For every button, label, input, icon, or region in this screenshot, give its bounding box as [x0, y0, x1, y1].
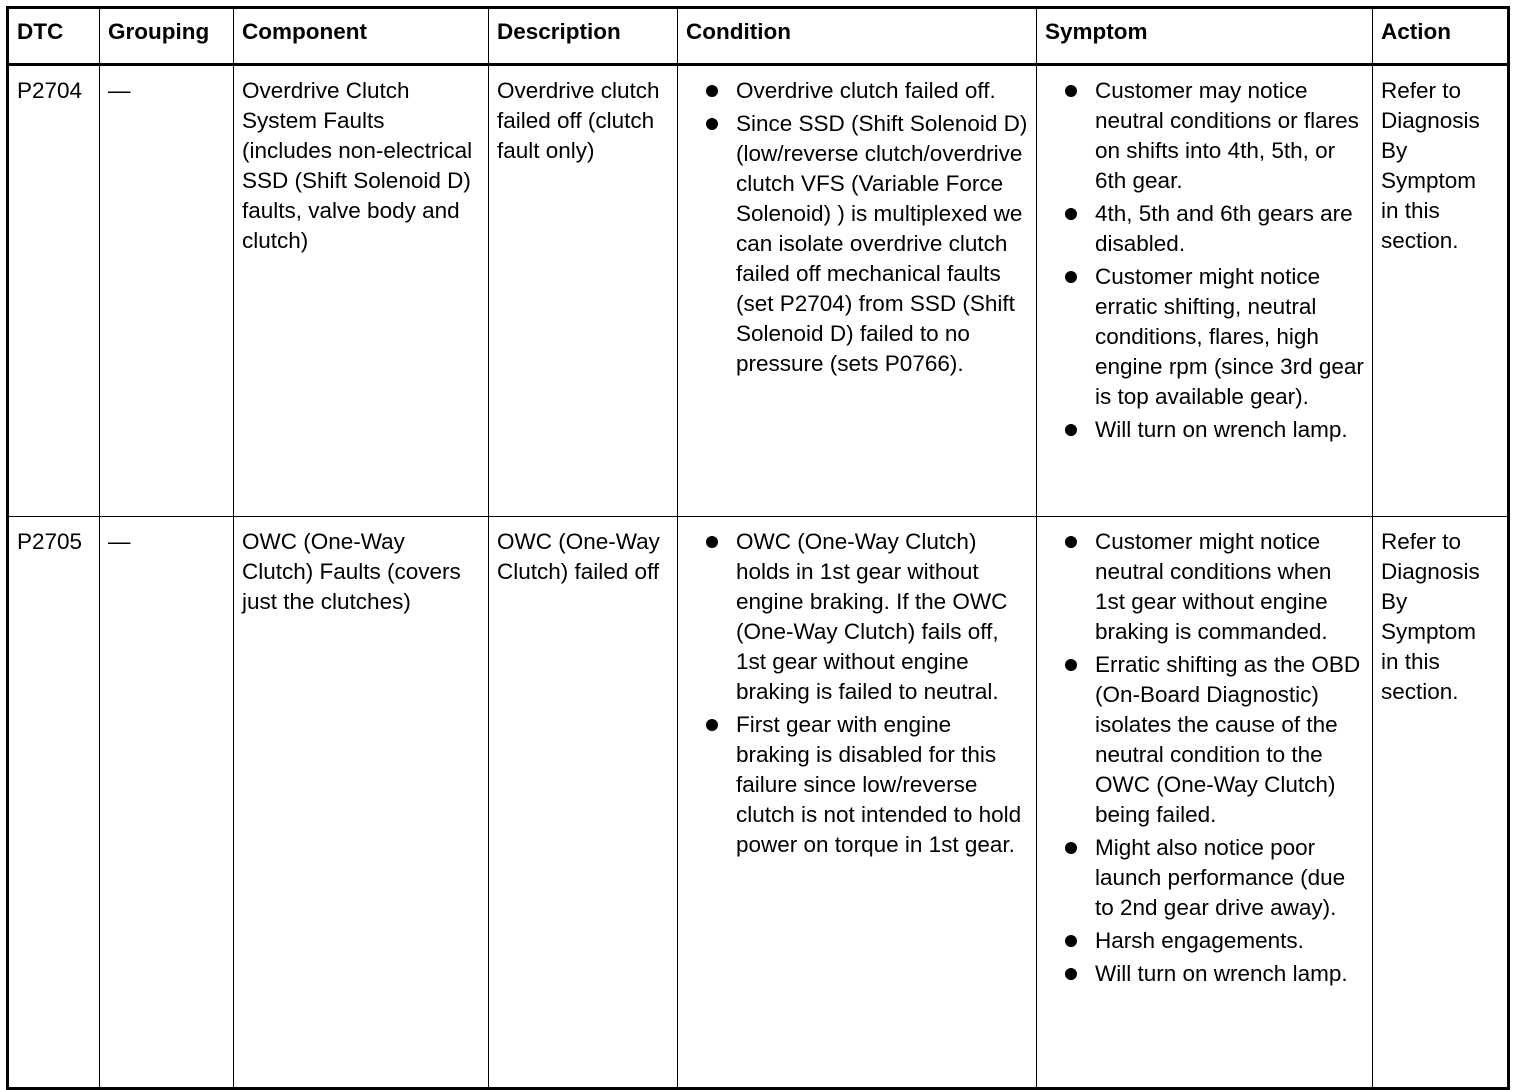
dtc-code: P2705 — [8, 517, 100, 1089]
component-cell: OWC (One-Way Clutch) Faults (covers just the clutches) — [234, 517, 489, 1089]
list-item — [686, 710, 1028, 860]
header-symptom: Symptom — [1037, 8, 1373, 65]
list-item — [686, 76, 1028, 106]
condition-list — [686, 527, 1028, 860]
action-cell: Refer to Diagnosis By Symptom in this section. — [1373, 65, 1509, 517]
description-cell: Overdrive clutch failed off (clutch fault only) — [489, 65, 678, 517]
symptom-cell — [1037, 517, 1373, 1089]
symptom-cell — [1037, 65, 1373, 517]
bullet-icon — [1065, 659, 1077, 671]
dtc-code: P2704 — [8, 65, 100, 517]
condition-text: First gear with engine braking is disabled for this failure since low/reverse clutch is not intended to hold power on torque in 1st gear. — [736, 712, 1022, 857]
condition-list — [686, 76, 1028, 379]
list-item — [1045, 926, 1364, 956]
bullet-icon — [1065, 968, 1077, 980]
condition-text: Since SSD (Shift Solenoid D) (low/reverse clutch/overdrive clutch VFS (Variable Force Solenoid) ) is multiplexed we can isolate overdrive clutch failed off mechanical faults (set P2704) from SSD (Shift Solenoid D) failed to no pressure (sets P0766). — [736, 111, 1028, 376]
symptom-text: Erratic shifting as the OBD (On-Board Diagnostic) isolates the cause of the neutral condition to the OWC (One-Way Clutch) being failed. — [1095, 652, 1361, 827]
bullet-icon — [1065, 842, 1077, 854]
grouping-cell: — — [100, 65, 234, 517]
grouping-cell: — — [100, 517, 234, 1089]
action-cell: Refer to Diagnosis By Symptom in this section. — [1373, 517, 1509, 1089]
bullet-icon — [706, 118, 718, 130]
symptom-text: Customer may notice neutral conditions or flares on shifts into 4th, 5th, or 6th gear. — [1095, 78, 1359, 193]
bullet-icon — [1065, 208, 1077, 220]
bullet-icon — [706, 719, 718, 731]
dtc-table — [6, 6, 1510, 1090]
list-item — [1045, 959, 1364, 989]
list-item — [1045, 199, 1364, 259]
bullet-icon — [706, 85, 718, 97]
symptom-text: Will turn on wrench lamp. — [1095, 417, 1348, 442]
symptom-text: Might also notice poor launch performance (due to 2nd gear drive away). — [1095, 835, 1346, 920]
header-description: Description — [489, 8, 678, 65]
list-item — [1045, 76, 1364, 196]
symptom-text: 4th, 5th and 6th gears are disabled. — [1095, 201, 1353, 256]
description-cell: OWC (One-Way Clutch) failed off — [489, 517, 678, 1089]
symptom-text: Customer might notice neutral conditions when 1st gear without engine braking is commanded. — [1095, 529, 1332, 644]
header-row — [8, 8, 1509, 65]
bullet-icon — [1065, 271, 1077, 283]
list-item — [686, 109, 1028, 379]
list-item — [686, 527, 1028, 707]
bullet-icon — [1065, 536, 1077, 548]
symptom-text: Harsh engagements. — [1095, 928, 1304, 953]
list-item — [1045, 650, 1364, 830]
condition-text: Overdrive clutch failed off. — [736, 78, 996, 103]
table-row — [8, 65, 1509, 517]
header-component: Component — [234, 8, 489, 65]
bullet-icon — [1065, 935, 1077, 947]
list-item — [1045, 262, 1364, 412]
header-condition: Condition — [678, 8, 1037, 65]
table-row — [8, 517, 1509, 1089]
header-grouping: Grouping — [100, 8, 234, 65]
bullet-icon — [1065, 424, 1077, 436]
component-cell: Overdrive Clutch System Faults (includes non-electrical SSD (Shift Solenoid D) faults, valve body and clutch) — [234, 65, 489, 517]
header-action: Action — [1373, 8, 1509, 65]
list-item — [1045, 415, 1364, 445]
condition-cell — [678, 65, 1037, 517]
list-item — [1045, 527, 1364, 647]
symptom-text: Will turn on wrench lamp. — [1095, 961, 1348, 986]
list-item — [1045, 833, 1364, 923]
bullet-icon — [706, 536, 718, 548]
condition-cell — [678, 517, 1037, 1089]
condition-text: OWC (One-Way Clutch) holds in 1st gear without engine braking. If the OWC (One-Way Clutch) fails off, 1st gear without engine braking is failed to neutral. — [736, 529, 1008, 704]
header-dtc: DTC — [8, 8, 100, 65]
symptom-list — [1045, 527, 1364, 989]
symptom-list — [1045, 76, 1364, 445]
symptom-text: Customer might notice erratic shifting, neutral conditions, flares, high engine rpm (since 3rd gear is top available gear). — [1095, 264, 1364, 409]
bullet-icon — [1065, 85, 1077, 97]
